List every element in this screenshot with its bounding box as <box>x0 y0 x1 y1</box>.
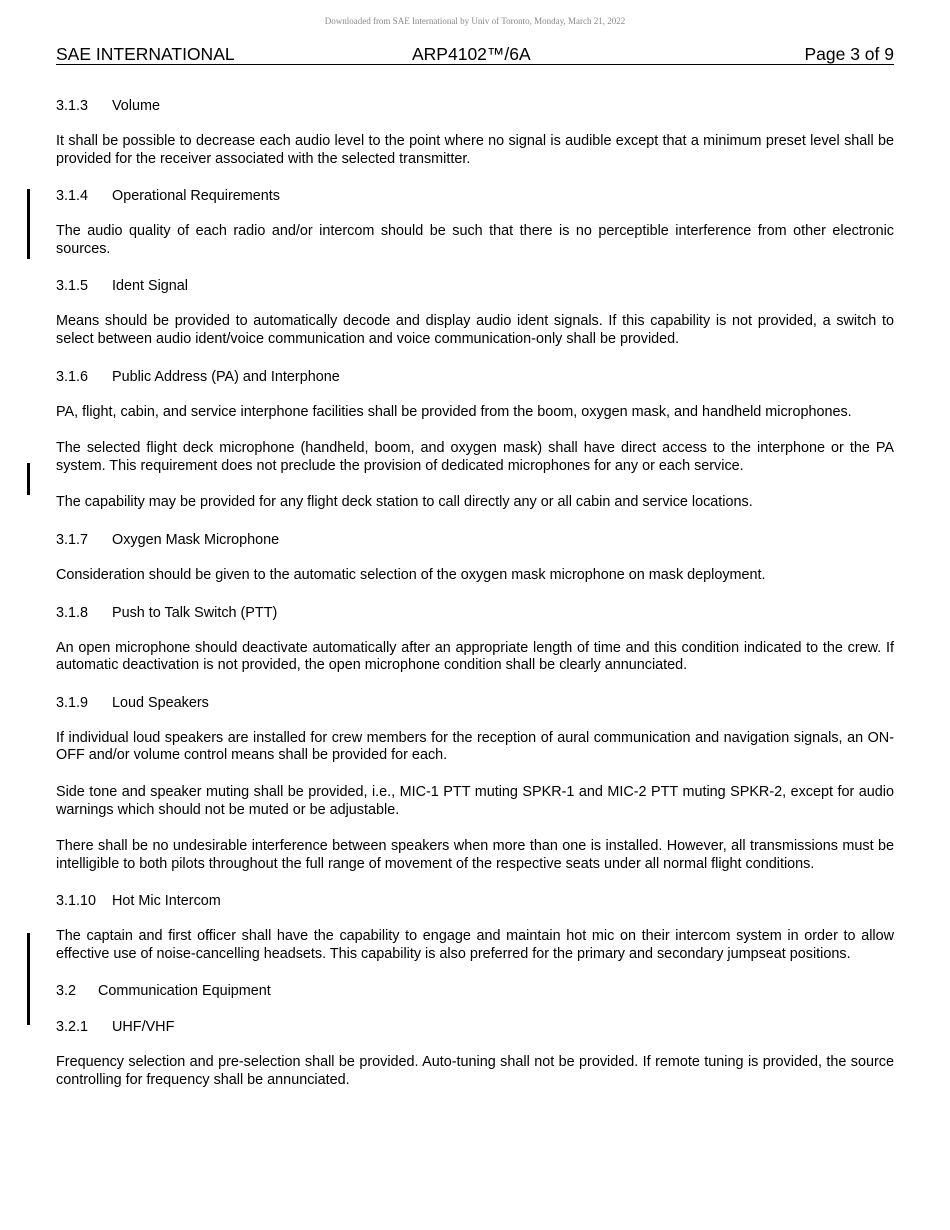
revision-change-bar <box>27 463 30 495</box>
section-number: 3.2 <box>56 983 77 1000</box>
section-number: 3.1.8 <box>56 604 89 621</box>
paragraph: Side tone and speaker muting shall be provided, i.e., MIC-1 PTT muting SPKR-1 and MIC-2 PTT muting SPKR-2, except for audio warnings which should not be muted or be adjustable. <box>56 783 894 818</box>
paragraph: An open microphone should deactivate automatically after an appropriate length of time and this condition indicated to the crew. If automatic deactivation is not provided, the open microphone condition shall be clearly annunciated. <box>56 639 894 674</box>
section-heading <box>56 892 894 910</box>
document-body <box>56 97 894 1109</box>
section-number: 3.1.10 <box>56 893 97 910</box>
section-title: UHF/VHF <box>112 1019 175 1036</box>
section-title: Loud Speakers <box>112 694 209 711</box>
section-heading <box>56 277 894 295</box>
section-title: Public Address (PA) and Interphone <box>112 368 340 385</box>
paragraph: The capability may be provided for any flight deck station to call directly any or all cabin and service locations. <box>56 494 753 511</box>
paragraph: Means should be provided to automatically decode and display audio ident signals. If this capability is not provided, a switch to select between audio ident/voice communication and voice communication-only shall be provided. <box>56 313 894 347</box>
paragraph: Consideration should be given to the automatic selection of the oxygen mask microphone on mask deployment. <box>56 566 766 583</box>
section-title: Ident Signal <box>112 278 189 295</box>
revision-change-bar <box>27 189 30 259</box>
section-heading <box>56 531 894 549</box>
section-title: Volume <box>112 98 160 114</box>
paragraph: It shall be possible to decrease each audio level to the point where no signal is audible except that a minimum preset level shall be provided for the receiver associated with the selected transmitter. <box>56 133 894 167</box>
paragraph: If individual loud speakers are installed for crew members for the reception of aural communication and navigation signals, an ON-OFF and/or volume control means shall be provided for each. <box>56 729 894 764</box>
paragraph: There shall be no undesirable interference between speakers when more than one is installed. However, all transmissions must be intelligible to both pilots throughout the full range of movement of the respective seats under all normal flight conditions. <box>56 838 894 872</box>
section-title: Operational Requirements <box>112 188 280 205</box>
section-title: Hot Mic Intercom <box>112 893 221 910</box>
section-number: 3.1.6 <box>56 368 89 385</box>
revision-change-bar <box>27 933 30 1025</box>
page-header <box>56 44 894 65</box>
section-number: 3.1.7 <box>56 531 89 548</box>
section-heading <box>56 694 894 712</box>
section-title: Push to Talk Switch (PTT) <box>112 604 278 621</box>
paragraph: The captain and first officer shall have the capability to engage and maintain hot mic on their intercom system in order to allow effective use of noise-cancelling headsets. This capability is also preferred for the primary and secondary jumpseat positions. <box>56 928 894 962</box>
section-heading <box>56 97 894 115</box>
section-number: 3.1.9 <box>56 694 89 711</box>
section-title: Oxygen Mask Microphone <box>112 531 280 548</box>
section-heading <box>56 368 894 386</box>
section-heading <box>56 187 894 205</box>
paragraph: The selected flight deck microphone (handheld, boom, and oxygen mask) shall have direct access to the interphone or the PA system. This requirement does not preclude the provision of dedicated microphones for any or each service. <box>56 440 894 474</box>
section-heading <box>56 982 894 1000</box>
header-document-id: ARP4102™/6A <box>412 44 531 64</box>
paragraph: The audio quality of each radio and/or intercom should be such that there is no perceptible interference from other electronic sources. <box>56 223 894 257</box>
header-organization: SAE INTERNATIONAL <box>56 44 235 64</box>
paragraph: Frequency selection and pre-selection shall be provided. Auto-tuning shall not be provided. If remote tuning is provided, the source controlling for frequency shall be annunciated. <box>56 1054 894 1089</box>
section-title: Communication Equipment <box>98 983 271 1000</box>
section-number: 3.2.1 <box>56 1019 89 1036</box>
download-watermark: Downloaded from SAE International by Univ of Toronto, Monday, March 21, 2022 <box>324 16 626 26</box>
section-number: 3.1.3 <box>56 98 89 114</box>
section-number: 3.1.4 <box>56 188 89 205</box>
paragraph: PA, flight, cabin, and service interphone facilities shall be provided from the boom, oxygen mask, and handheld microphones. <box>56 403 852 420</box>
section-heading <box>56 1018 894 1036</box>
section-heading <box>56 604 894 622</box>
header-page-number: Page 3 of 9 <box>804 44 894 64</box>
section-number: 3.1.5 <box>56 278 89 295</box>
